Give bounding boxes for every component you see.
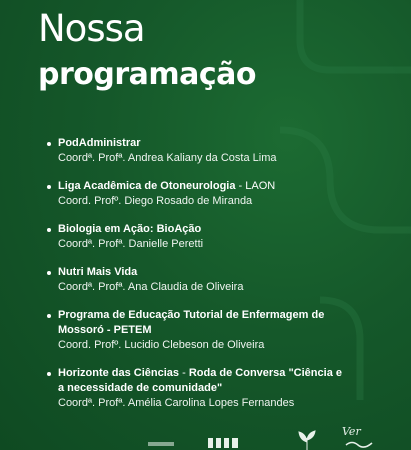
partner-logo-1 [148, 440, 174, 448]
program-item-bioacao [46, 222, 396, 252]
program-coordinator: Coordª. Profª. Amélia Carolina Lopes Fernandes [58, 397, 295, 409]
program-item-horizonte-das-ciencias [46, 366, 396, 411]
page-title-line-2: programação [38, 57, 257, 92]
program-item-laon [46, 179, 396, 209]
program-title: PodAdministrar [58, 137, 141, 149]
program-title: Liga Acadêmica de Otoneurologia - LAON [58, 180, 276, 192]
swirl-icon [344, 439, 374, 450]
program-list [46, 136, 396, 424]
program-title: Programa de Educação Tutorial de Enfermagem de Mossoró - PETEM [58, 309, 325, 336]
partner-logo-2 [208, 438, 238, 448]
program-coordinator: Coordª. Profª. Andrea Kaliany da Costa Lima [58, 152, 277, 164]
page-title-line-1: Nossa [38, 7, 145, 50]
program-coordinator: Coordª. Profª. Danielle Peretti [58, 238, 204, 250]
program-coordinator: Coordª. Profª. Ana Claudia de Oliveira [58, 281, 244, 293]
program-coordinator: Coord. Profº. Lucidio Clebeson de Oliveira [58, 339, 265, 351]
program-coordinator: Coord. Profº. Diego Rosado de Miranda [58, 195, 253, 207]
program-title: Biologia em Ação: BioAção [58, 223, 202, 235]
program-item-podadministrar [46, 136, 396, 166]
program-item-petem [46, 308, 396, 353]
leaf-logo-icon [298, 430, 316, 450]
program-title: Nutri Mais Vida [58, 266, 138, 278]
footer-logos [140, 425, 411, 450]
program-item-nutri-mais-vida [46, 265, 396, 295]
script-logo: Ver [340, 428, 374, 450]
program-title: Horizonte das Ciências - Roda de Conversa "Ciência e a necessidade de comunidade" [58, 367, 342, 394]
